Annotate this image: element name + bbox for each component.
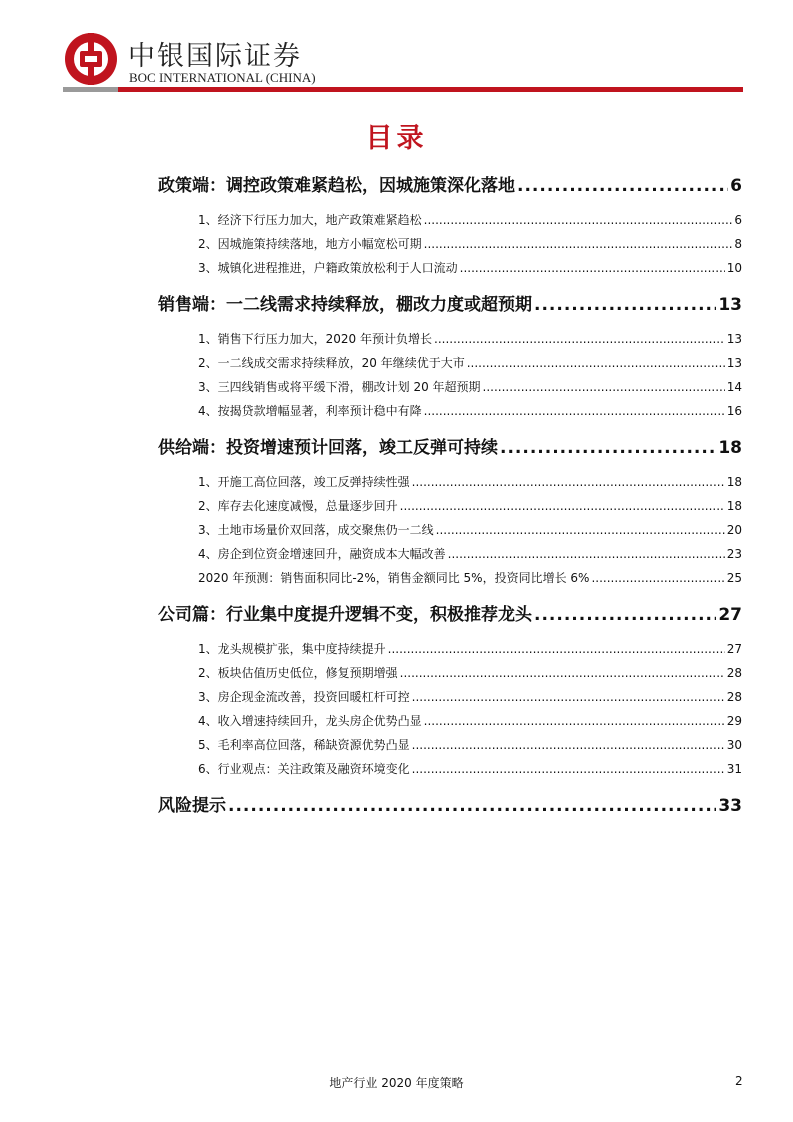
toc-heading-title: 供给端：投资增速预计回落，竣工反弹可持续 bbox=[158, 438, 498, 458]
toc-item[interactable] bbox=[158, 709, 742, 733]
toc-item-label: 3、土地市场量价双回落，成交聚焦仍一二线 bbox=[198, 523, 434, 537]
toc-item[interactable] bbox=[158, 232, 742, 256]
toc-item[interactable] bbox=[158, 470, 742, 494]
toc-heading-page: 27 bbox=[718, 605, 742, 625]
toc-heading-title: 风险提示 bbox=[158, 796, 226, 816]
toc-item-page: 23 bbox=[726, 547, 742, 561]
toc-item-label: 3、城镇化进程推进，户籍政策放松利于人口流动 bbox=[198, 261, 458, 275]
toc-item-label: 2、库存去化速度减慢，总量逐步回升 bbox=[198, 499, 398, 513]
toc-section bbox=[158, 603, 742, 781]
toc-item-label: 2、因城施策持续落地，地方小幅宽松可期 bbox=[198, 237, 422, 251]
dot-leader bbox=[434, 327, 725, 351]
toc-heading[interactable] bbox=[158, 174, 742, 198]
toc-item-label: 6、行业观点：关注政策及融资环境变化 bbox=[198, 762, 410, 776]
dot-leader bbox=[412, 685, 725, 709]
dot-leader bbox=[228, 794, 716, 818]
toc-item-page: 18 bbox=[726, 475, 742, 489]
toc-item-page: 30 bbox=[726, 738, 742, 752]
boc-logo-icon bbox=[65, 33, 117, 85]
toc-item-label: 2020 年预测：销售面积同比-2%，销售金额同比 5%，投资同比增长 6% bbox=[198, 571, 590, 585]
dot-leader bbox=[412, 733, 725, 757]
dot-leader bbox=[448, 542, 725, 566]
toc-item-label: 3、三四线销售或将平缓下滑，棚改计划 20 年超预期 bbox=[198, 380, 481, 394]
dot-leader bbox=[424, 709, 725, 733]
toc-section bbox=[158, 293, 742, 423]
dot-leader bbox=[424, 399, 725, 423]
toc-item-label: 4、房企到位资金增速回升，融资成本大幅改善 bbox=[198, 547, 446, 561]
toc-section bbox=[158, 436, 742, 590]
toc-item[interactable] bbox=[158, 661, 742, 685]
toc-item-label: 4、按揭贷款增幅显著，利率预计稳中有降 bbox=[198, 404, 422, 418]
toc-item[interactable] bbox=[158, 733, 742, 757]
toc-item[interactable] bbox=[158, 351, 742, 375]
toc-heading-page: 13 bbox=[718, 295, 742, 315]
toc-item[interactable] bbox=[158, 685, 742, 709]
header-divider-red bbox=[118, 87, 743, 92]
toc-item-label: 1、销售下行压力加大，2020 年预计负增长 bbox=[198, 332, 432, 346]
toc-section bbox=[158, 794, 742, 818]
dot-leader bbox=[400, 494, 725, 518]
dot-leader bbox=[500, 436, 716, 460]
toc-item-label: 2、板块估值历史低位，修复预期增强 bbox=[198, 666, 398, 680]
toc-item[interactable] bbox=[158, 208, 742, 232]
dot-leader bbox=[412, 470, 725, 494]
dot-leader bbox=[400, 661, 725, 685]
toc-item[interactable] bbox=[158, 542, 742, 566]
dot-leader bbox=[436, 518, 725, 542]
toc-heading-title: 销售端：一二线需求持续释放，棚改力度或超预期 bbox=[158, 295, 532, 315]
dot-leader bbox=[534, 603, 716, 627]
dot-leader bbox=[424, 208, 733, 232]
toc-item-page: 20 bbox=[726, 523, 742, 537]
toc-item[interactable] bbox=[158, 494, 742, 518]
toc-item-page: 13 bbox=[726, 332, 742, 346]
brand-name-en: BOC INTERNATIONAL (CHINA) bbox=[129, 70, 316, 85]
toc-item-page: 29 bbox=[726, 714, 742, 728]
dot-leader bbox=[412, 757, 725, 781]
dot-leader bbox=[534, 293, 716, 317]
toc-heading-page: 33 bbox=[718, 796, 742, 816]
toc-heading-title: 政策端：调控政策难紧趋松，因城施策深化落地 bbox=[158, 176, 515, 196]
toc-item-page: 10 bbox=[726, 261, 742, 275]
toc-heading-page: 18 bbox=[718, 438, 742, 458]
toc-heading[interactable] bbox=[158, 293, 742, 317]
footer-text: 地产行业 2020 年度策略 bbox=[329, 1076, 464, 1090]
dot-leader bbox=[591, 566, 724, 590]
toc-item-label: 1、开施工高位回落，竣工反弹持续性强 bbox=[198, 475, 410, 489]
toc-item-page: 13 bbox=[726, 356, 742, 370]
toc-item-page: 18 bbox=[726, 499, 742, 513]
toc-item[interactable] bbox=[158, 375, 742, 399]
dot-leader bbox=[388, 637, 725, 661]
toc-item-label: 2、一二线成交需求持续释放，20 年继续优于大市 bbox=[198, 356, 465, 370]
toc-item-page: 16 bbox=[726, 404, 742, 418]
toc-item-label: 4、收入增速持续回升，龙头房企优势凸显 bbox=[198, 714, 422, 728]
toc-item-page: 8 bbox=[734, 237, 742, 251]
toc-heading[interactable] bbox=[158, 603, 742, 627]
toc-item-label: 5、毛利率高位回落，稀缺资源优势凸显 bbox=[198, 738, 410, 752]
toc-item[interactable] bbox=[158, 399, 742, 423]
toc-section bbox=[158, 174, 742, 280]
toc-item-page: 28 bbox=[726, 690, 742, 704]
table-of-contents bbox=[158, 174, 742, 831]
toc-item[interactable] bbox=[158, 757, 742, 781]
toc-item-page: 6 bbox=[734, 213, 742, 227]
toc-heading[interactable] bbox=[158, 436, 742, 460]
toc-item-page: 27 bbox=[726, 642, 742, 656]
toc-heading-title: 公司篇：行业集中度提升逻辑不变，积极推荐龙头 bbox=[158, 605, 532, 625]
dot-leader bbox=[467, 351, 725, 375]
brand-name-cn: 中银国际证券 bbox=[128, 41, 302, 72]
toc-heading-page: 6 bbox=[730, 176, 742, 196]
dot-leader bbox=[460, 256, 725, 280]
toc-item[interactable] bbox=[158, 256, 742, 280]
toc-heading[interactable] bbox=[158, 794, 742, 818]
header-divider-gray bbox=[63, 87, 118, 92]
toc-item-label: 1、龙头规模扩张，集中度持续提升 bbox=[198, 642, 386, 656]
page-title: 目录 bbox=[365, 123, 428, 154]
toc-item-label: 1、经济下行压力加大，地产政策难紧趋松 bbox=[198, 213, 422, 227]
toc-item-page: 31 bbox=[726, 762, 742, 776]
toc-item-page: 25 bbox=[726, 571, 742, 585]
page-number: 2 bbox=[735, 1074, 743, 1088]
toc-item-label: 3、房企现金流改善，投资回暖杠杆可控 bbox=[198, 690, 410, 704]
toc-item-page: 28 bbox=[726, 666, 742, 680]
toc-item-page: 14 bbox=[726, 380, 742, 394]
dot-leader bbox=[483, 375, 725, 399]
toc-item[interactable] bbox=[158, 637, 742, 661]
toc-item[interactable] bbox=[158, 566, 742, 590]
dot-leader bbox=[424, 232, 733, 256]
toc-item[interactable] bbox=[158, 518, 742, 542]
dot-leader bbox=[517, 174, 728, 198]
toc-item[interactable] bbox=[158, 327, 742, 351]
